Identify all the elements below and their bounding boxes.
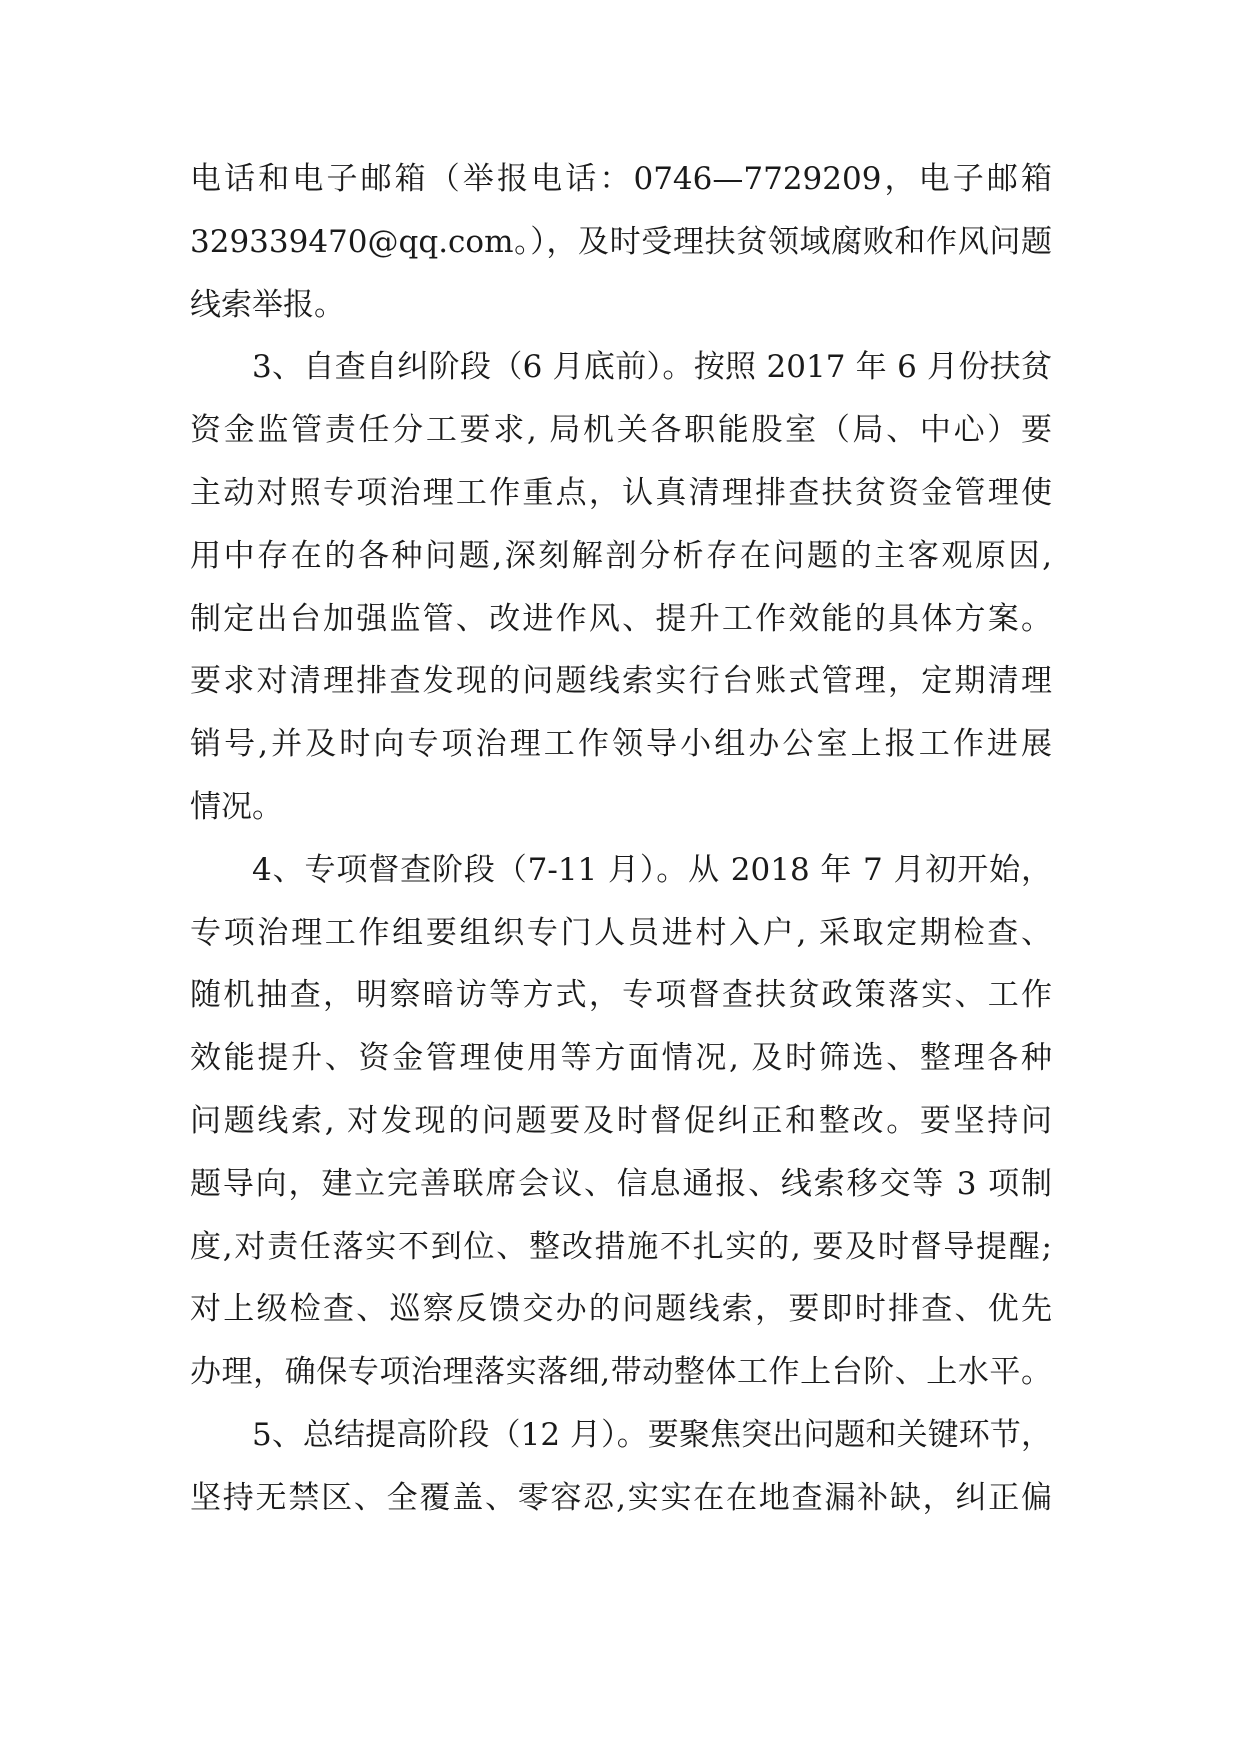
text-line: 专项治理工作组要组织专门人员进村入户, 采取定期检查、 <box>190 914 1052 951</box>
document-body <box>190 148 1052 1530</box>
text-line: 主动对照专项治理工作重点，认真清理排查扶贫资金管理使 <box>190 474 1052 511</box>
text-line: 用中存在的各种问题,深刻解剖分析存在问题的主客观原因, <box>190 537 1052 574</box>
text-line: 329339470@qq.com。），及时受理扶贫领域腐败和作风问题 <box>190 223 1052 260</box>
text-line: 题导向，建立完善联席会议、信息通报、线索移交等 3 项制 <box>190 1165 1052 1202</box>
text-line: 度,对责任落实不到位、整改措施不扎实的, 要及时督导提醒; <box>190 1228 1052 1265</box>
text-line: 问题线索, 对发现的问题要及时督促纠正和整改。要坚持问 <box>190 1102 1052 1139</box>
paragraph-3-heading-line: 3、自查自纠阶段（6 月底前）。按照 2017 年 6 月份扶贫 <box>252 349 1052 386</box>
text-line: 销号,并及时向专项治理工作领导小组办公室上报工作进展 <box>190 726 1052 763</box>
text-line: 要求对清理排查发现的问题线索实行台账式管理，定期清理 <box>190 663 1052 700</box>
paragraph-5-heading-line: 5、总结提高阶段（12 月）。要聚焦突出问题和关键环节， <box>252 1416 1052 1453</box>
text-line: 制定出台加强监管、改进作风、提升工作效能的具体方案。 <box>190 600 1052 637</box>
text-line: 办理，确保专项治理落实落细,带动整体工作上台阶、上水平。 <box>190 1354 1052 1391</box>
paragraph-4-heading-line: 4、专项督查阶段（7-11 月）。从 2018 年 7 月初开始， <box>252 851 1052 888</box>
text-line: 效能提升、资金管理使用等方面情况, 及时筛选、整理各种 <box>190 1040 1052 1077</box>
text-line: 对上级检查、巡察反馈交办的问题线索，要即时排查、优先 <box>190 1291 1052 1328</box>
text-line: 线索举报。 <box>190 286 345 323</box>
text-line: 电话和电子邮箱（举报电话：0746—7729209，电子邮箱 <box>190 161 1052 197</box>
text-line: 随机抽查，明察暗访等方式，专项督查扶贫政策落实、工作 <box>190 977 1052 1014</box>
text-line: 坚持无禁区、全覆盖、零容忍,实实在在地查漏补缺，纠正偏 <box>190 1479 1052 1516</box>
text-line: 资金监管责任分工要求, 局机关各职能股室（局、中心）要 <box>190 412 1052 449</box>
text-line: 情况。 <box>190 788 283 825</box>
